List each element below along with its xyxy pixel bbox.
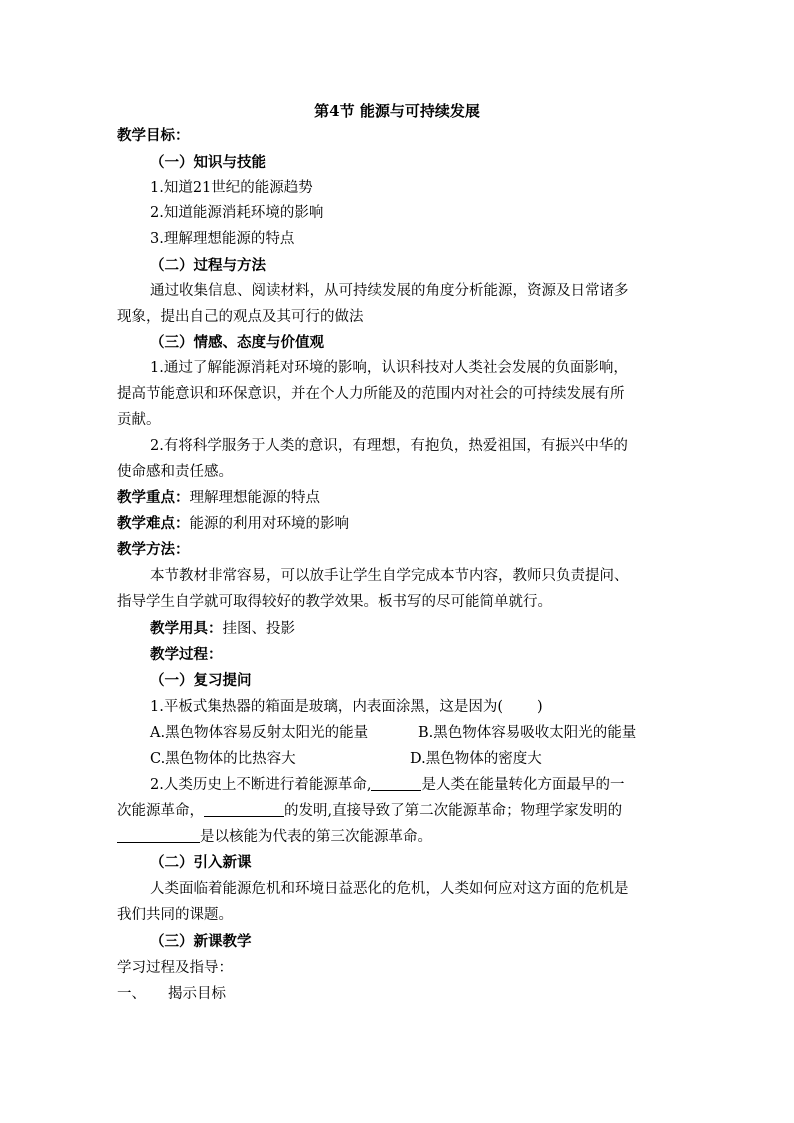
tools (150, 619, 295, 639)
page-title: 第4节 能源与可持续发展 (314, 102, 480, 120)
option-c: C.黑色物体的比热容大 (150, 751, 296, 767)
difficulty-label: 教学难点： (117, 515, 190, 532)
new-lesson-heading: （三）新课教学 (150, 933, 252, 950)
question-1-text: 1.平板式集热器的箱面是玻璃，内表面涂黑，这是因为( (150, 699, 503, 715)
question-2-part-3: 次能源革命， (117, 803, 204, 819)
tools-text: 挂图、投影 (222, 621, 295, 637)
process-heading: （二）过程与方法 (150, 257, 266, 274)
attitude-p1-line-1: 1.通过了解能源消耗对环境的影响，认识科技对人类社会发展的负面影响， (150, 360, 628, 376)
review-heading: （一）复习提问 (150, 672, 252, 689)
knowledge-heading: （一）知识与技能 (150, 154, 266, 171)
fill-blank-1 (371, 776, 421, 791)
question-2-part-5: 是以核能为代表的第三次能源革命。 (200, 829, 432, 845)
attitude-p1-line-3: 贡献。 (117, 412, 161, 428)
objectives-heading: 教学目标： (117, 127, 190, 144)
option-d: D.黑色物体的密度大 (410, 751, 542, 767)
question-2-part-4: 的发明,直接导致了第二次能源革命；物理学家发明的 (284, 803, 623, 819)
attitude-p1-line-2: 提高节能意识和环保意识，并在个人力所能及的范围内对社会的可持续发展有所 (117, 386, 625, 402)
knowledge-item-3: 3.理解理想能源的特点 (150, 231, 295, 247)
difficulty (117, 514, 349, 534)
review-question-2-line-1 (150, 775, 624, 795)
attitude-heading: （三）情感、态度与价值观 (150, 334, 324, 351)
review-question-1 (150, 697, 543, 717)
method-line-2: 指导学生自学就可取得较好的教学效果。板书写的尽可能简单就行。 (117, 594, 552, 610)
knowledge-item-1: 1.知道21世纪的能源趋势 (150, 180, 313, 196)
question-2-part-1: 2.人类历史上不断进行着能源革命, (150, 777, 372, 793)
tools-label: 教学用具： (150, 620, 223, 637)
key-point (117, 488, 320, 508)
option-a: A.黑色物体容易反射太阳光的能量 (150, 725, 369, 741)
process-line-1: 通过收集信息、阅读材料，从可持续发展的角度分析能源，资源及日常诸多 (150, 283, 629, 299)
procedure-label: 教学过程： (150, 646, 223, 663)
intro-heading: （二）引入新课 (150, 854, 252, 871)
attitude-p2-line-1: 2.有将科学服务于人类的意识，有理想，有抱负，热爱祖国，有振兴中华的 (150, 438, 628, 454)
fill-blank-2 (204, 802, 284, 817)
intro-line-2: 我们共同的课题。 (117, 907, 233, 923)
question-1-close: ) (537, 699, 543, 715)
intro-line-1: 人类面临着能源危机和环境日益恶化的危机，人类如何应对这方面的危机是 (150, 881, 629, 897)
method-line-1: 本节教材非常容易，可以放手让学生自学完成本节内容，教师只负责提问、 (150, 568, 629, 584)
step-1-number: 一、 (117, 986, 146, 1002)
step-1 (117, 984, 226, 1004)
key-point-text: 理解理想能源的特点 (189, 490, 320, 506)
review-question-2-line-2 (117, 801, 622, 821)
question-2-part-2: 是人类在能量转化方面最早的一 (421, 777, 625, 793)
method-label: 教学方法： (117, 541, 190, 558)
fill-blank-3 (117, 828, 200, 843)
difficulty-text: 能源的利用对环境的影响 (189, 516, 349, 532)
review-question-2-line-3 (117, 827, 432, 847)
step-1-text: 揭示目标 (168, 986, 226, 1002)
option-b: B.黑色物体容易吸收太阳光的能量 (418, 725, 637, 741)
attitude-p2-line-2: 使命感和责任感。 (117, 464, 233, 480)
knowledge-item-2: 2.知道能源消耗环境的影响 (150, 205, 324, 221)
process-line-2: 现象，提出自己的观点及其可行的做法 (117, 309, 364, 325)
guide-label: 学习过程及指导： (117, 960, 233, 976)
key-point-label: 教学重点： (117, 489, 190, 506)
